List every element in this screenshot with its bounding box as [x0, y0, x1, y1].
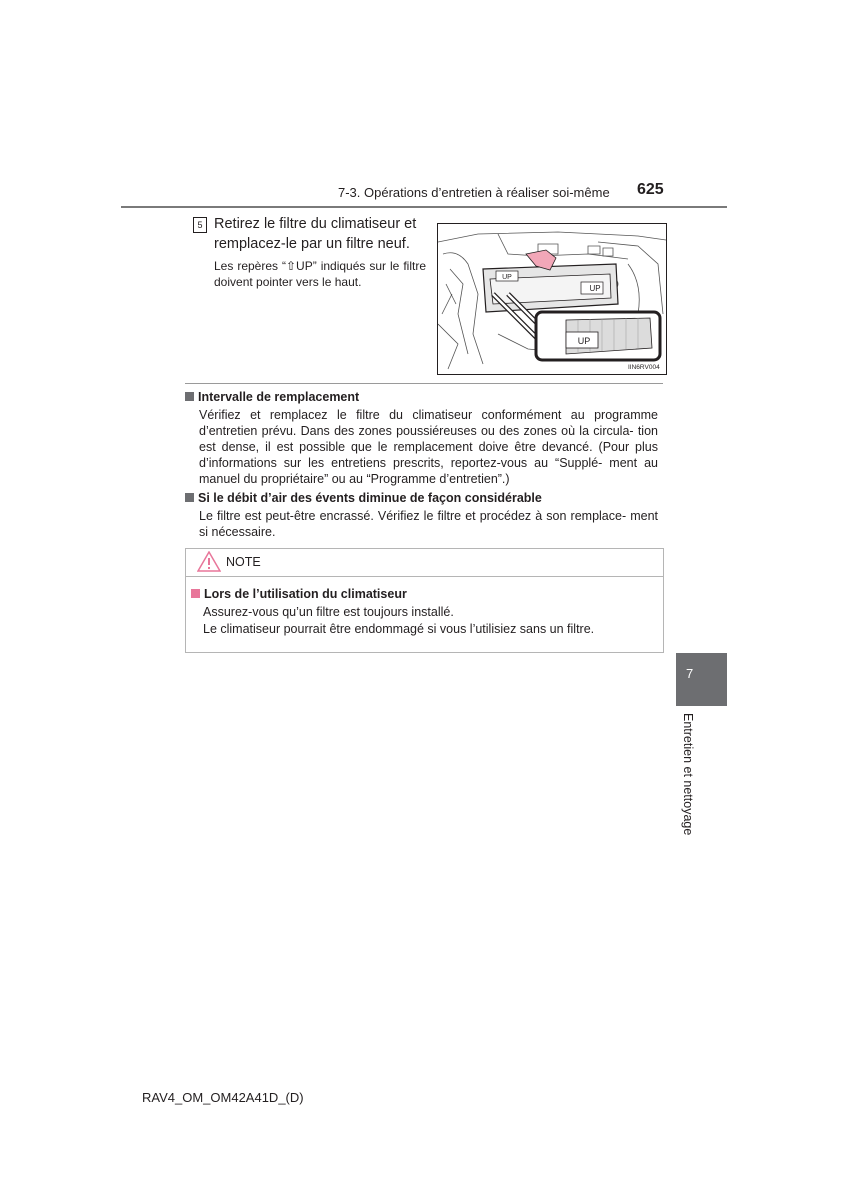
document-code: RAV4_OM_OM42A41D_(D): [142, 1090, 304, 1105]
up-label-right: UP: [589, 284, 601, 293]
section-body-airflow: Le filtre est peut-être encrassé. Vérifiez le filtre et procédez à son remplace- ment si nécessaire.: [199, 509, 658, 539]
chapter-number: 7: [686, 666, 694, 681]
note-box: [185, 548, 664, 653]
note-heading-text: Lors de l’utilisation du climatiseur: [204, 587, 407, 601]
filter-illustration-svg: [438, 224, 666, 374]
note-heading: [191, 587, 407, 601]
warning-triangle-icon: [197, 551, 221, 572]
section-heading-airflow: [185, 491, 542, 505]
page-number: 625: [637, 181, 664, 198]
section-heading-interval: [185, 390, 359, 404]
step-note: [214, 258, 426, 290]
step-number-box: 5: [193, 217, 207, 233]
chapter-tab: [676, 653, 727, 706]
section-title: 7-3. Opérations d’entretien à réaliser soi-même: [338, 185, 610, 200]
note-body: [203, 604, 594, 638]
step-note-suffix: UP” indiqués sur le filtre doivent pointer vers le haut.: [214, 259, 426, 289]
step-instruction: Retirez le filtre du climatiseur et remplacez-le par un filtre neuf.: [214, 216, 417, 252]
note-line-1: Assurez-vous qu’un filtre est toujours installé.: [203, 605, 454, 619]
section-heading-interval-text: Intervalle de remplacement: [198, 390, 360, 404]
bullet-square-icon: [185, 493, 194, 502]
up-label-zoom: UP: [577, 336, 591, 346]
chapter-label-text: Entretien et nettoyage: [681, 713, 695, 836]
section-heading-airflow-text: Si le débit d’air des évents diminue de façon considérable: [198, 491, 542, 505]
up-arrow-icon: ⇧: [285, 259, 297, 273]
chapter-label: [677, 713, 699, 843]
up-label-small: UP: [502, 274, 512, 281]
bullet-square-icon: [185, 392, 194, 401]
note-line-2: Le climatiseur pourrait être endommagé si vous l’utilisiez sans un filtre.: [203, 622, 595, 636]
header-rule: [121, 206, 727, 208]
section-separator: [185, 383, 663, 384]
step-note-prefix: Les repères “: [214, 259, 286, 273]
note-header: [186, 549, 663, 577]
pink-bullet-square-icon: [191, 589, 200, 598]
note-label: NOTE: [226, 555, 261, 569]
illustration-code: IIN6RV004: [628, 364, 660, 371]
filter-illustration: [437, 223, 667, 375]
section-body-interval: Vérifiez et remplacez le filtre du climatiseur conformément au programme d’entretien prévu. Dans des zones poussiéreuses ou des zones où la circula- tion est dense, il est possible que le remplacement doive être devancé. (Pour plus d’informations sur les entretiens prescrits, reportez-vous au “Supplé- ment au manuel du propriétaire” ou au “Programme d’entretien”.): [199, 408, 658, 486]
